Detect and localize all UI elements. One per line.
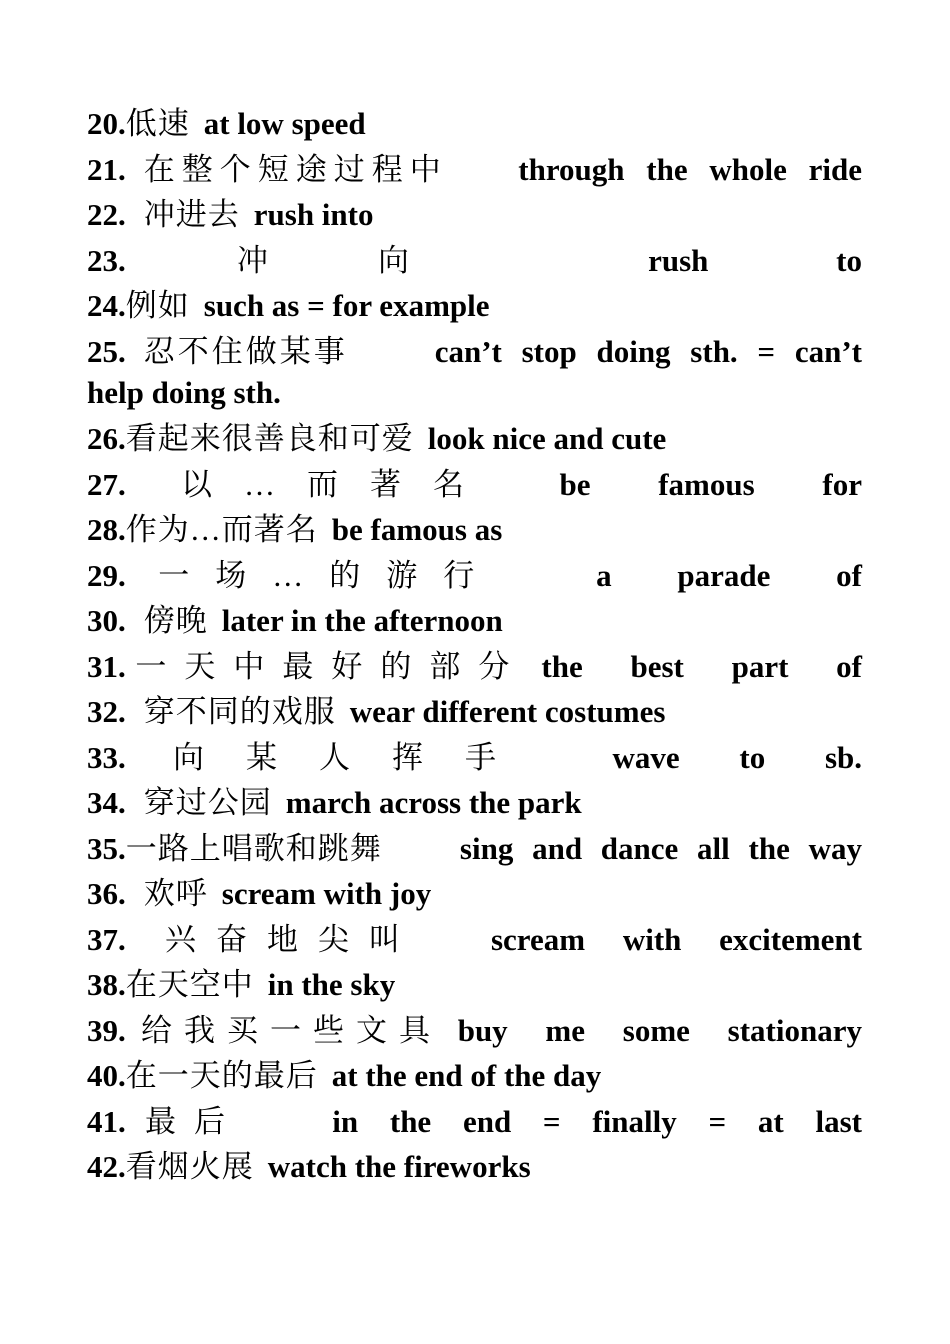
item-chinese: 向某人挥手 [173, 739, 538, 775]
item-chinese: 以…而著名 [181, 466, 496, 502]
list-item [87, 462, 862, 508]
item-number: 39. [87, 1012, 126, 1048]
list-item [87, 238, 862, 284]
item-chinese: 忍不住做某事 [143, 333, 348, 369]
item-english: rush to [648, 242, 862, 278]
list-item [87, 507, 862, 553]
list-item [87, 1053, 862, 1099]
item-number: 36. [87, 876, 126, 911]
item-chinese: 一天中最好的部分 [135, 648, 528, 684]
item-number: 26. [87, 421, 126, 456]
item-chinese: 冲进去 [143, 197, 240, 232]
item-number: 25. [87, 333, 126, 369]
list-item-continuation [87, 374, 862, 416]
item-english: watch the fireworks [267, 1149, 531, 1184]
item-number: 23. [87, 242, 126, 278]
item-english: in the end = finally = at last [332, 1103, 862, 1139]
item-english: rush into [253, 197, 374, 232]
item-number: 40. [87, 1058, 126, 1093]
item-chinese: 看起来很善良和可爱 [125, 421, 414, 456]
item-english: scream with excitement [490, 921, 862, 957]
item-number: 34. [87, 785, 126, 820]
item-english: look nice and cute [427, 421, 667, 456]
item-english: buy me some stationary [457, 1012, 862, 1048]
list-item [87, 553, 862, 599]
item-english: such as = for example [203, 288, 490, 323]
item-chinese: 兴奋地尖叫 [165, 921, 420, 957]
item-chinese: 作为…而著名 [125, 512, 318, 547]
list-item [87, 101, 862, 147]
item-chinese: 最后 [145, 1103, 243, 1139]
item-chinese: 傍晚 [143, 603, 208, 638]
list-item [87, 962, 862, 1008]
list-item [87, 826, 862, 872]
list-item [87, 1144, 862, 1190]
item-chinese: 在整个短途过程中 [143, 151, 448, 187]
item-number: 29. [87, 557, 126, 593]
list-item [87, 283, 862, 329]
item-english: be famous for [559, 466, 862, 502]
item-english: wear different costumes [349, 694, 666, 729]
list-item [87, 192, 862, 238]
item-english: at the end of the day [331, 1058, 602, 1093]
item-chinese: 冲向 [237, 242, 519, 278]
item-chinese: 穿不同的戏服 [143, 694, 336, 729]
item-number: 33. [87, 739, 126, 775]
item-chinese: 一路上唱歌和跳舞 [125, 830, 382, 866]
item-number: 32. [87, 694, 126, 729]
item-english: wave to sb. [612, 739, 862, 775]
item-english: a parade of [596, 557, 862, 593]
item-number: 41. [87, 1103, 126, 1139]
list-item [87, 598, 862, 644]
item-chinese: 欢呼 [143, 876, 208, 911]
item-chinese: 一场…的游行 [158, 557, 501, 593]
item-number: 27. [87, 466, 126, 502]
item-number: 24. [87, 288, 126, 323]
item-number: 20. [87, 106, 126, 141]
item-english-continued: help doing sth. [87, 375, 281, 410]
item-number: 21. [87, 151, 126, 187]
item-number: 38. [87, 967, 126, 1002]
list-item [87, 735, 862, 781]
item-english: through the whole ride [518, 151, 862, 187]
item-english: the best part of [541, 648, 862, 684]
item-english: be famous as [331, 512, 503, 547]
list-item [87, 871, 862, 917]
list-item [87, 1008, 862, 1054]
list-item [87, 1099, 862, 1145]
phrase-list [87, 101, 862, 1190]
item-english: march across the park [285, 785, 582, 820]
item-number: 31. [87, 648, 126, 684]
item-number: 35. [87, 830, 126, 866]
item-english: in the sky [267, 967, 396, 1002]
list-item [87, 917, 862, 963]
item-english: sing and dance all the way [459, 830, 862, 866]
item-chinese: 穿过公园 [143, 785, 272, 820]
item-number: 37. [87, 921, 126, 957]
item-number: 22. [87, 197, 126, 232]
item-chinese: 例如 [125, 288, 190, 323]
item-chinese: 在天空中 [125, 967, 254, 1002]
item-chinese: 在一天的最后 [125, 1058, 318, 1093]
item-english: scream with joy [221, 876, 432, 911]
list-item [87, 689, 862, 735]
list-item [87, 329, 862, 375]
list-item [87, 644, 862, 690]
item-number: 28. [87, 512, 126, 547]
item-english: at low speed [203, 106, 366, 141]
item-chinese: 低速 [125, 106, 190, 141]
list-item [87, 147, 862, 193]
item-english: later in the afternoon [221, 603, 503, 638]
item-number: 42. [87, 1149, 126, 1184]
item-english: can’t stop doing sth. = can’t [434, 333, 862, 369]
item-chinese: 看烟火展 [125, 1149, 254, 1184]
list-item [87, 780, 862, 826]
list-item [87, 416, 862, 462]
item-number: 30. [87, 603, 126, 638]
item-chinese: 给我买一些文具 [141, 1012, 442, 1048]
